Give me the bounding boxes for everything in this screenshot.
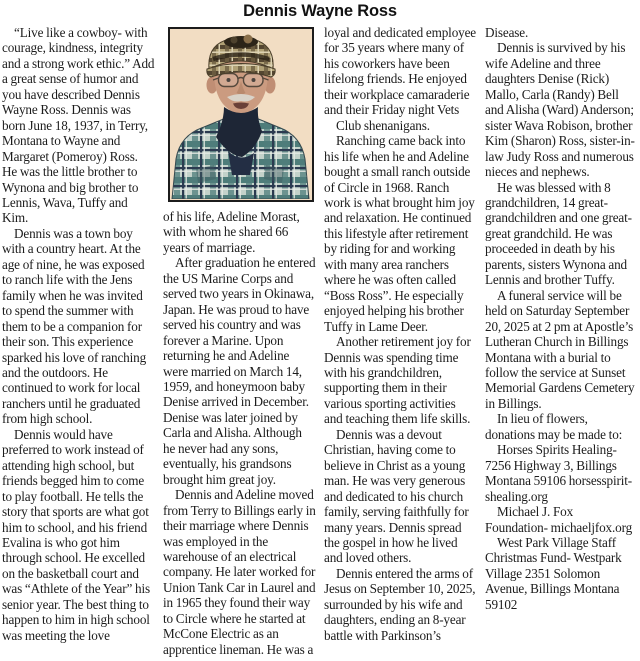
- paragraph: Dennis would have preferred to work instead of attending high school, but friends begged him to come to play football. He tells the story that sports are what got him to school, and his friend Evalina is who got him through school. He excelled on the basketball court and was “Athlete of the Year” his senior year. The best thing to happen to him in high school was meeting the love: [2, 426, 150, 643]
- obituary-column-1: [2, 25, 155, 643]
- obituary-column-3: [324, 25, 477, 643]
- paragraph: West Park Village Staff Christmas Fund- Westpark Village 2351 Solomon Avenue, Billings Montana 59102: [485, 534, 622, 612]
- paragraph: In lieu of flowers, donations may be made to:: [485, 411, 623, 442]
- paragraph: Disease.: [485, 25, 529, 40]
- paragraph: Dennis entered the arms of Jesus on September 10, 2025, surrounded by his wife and daughters, ending an 8-year battle with Parkinson’s: [324, 565, 476, 643]
- paragraph: Club shenanigans.: [336, 117, 430, 133]
- obituary-column-4: [485, 25, 638, 612]
- paragraph: Another retirement joy for Dennis was spending time with his grandchildren, supporting them in their various sporting activities and teaching them life skills.: [324, 334, 471, 427]
- paragraph: After graduation he entered the US Marine Corps and served two years in Okinawa, Japan. He was proud to have served his country and was forever a Marine. Upon returning he and Adeline were married on March 14, 1959, and honeymoon baby Denise arrived in December. Denise was later joined by Carla and Alisha. Although he never had any sons, eventually, his grandsons brought him great joy.: [163, 255, 316, 487]
- paragraph: Dennis was a town boy with a country heart. At the age of nine, he was exposed to ranch life with the Jens family when he was invited to spend the summer with them to be a companion for their son. This experience sparked his love of ranching and the outdoors. He continued to work for local ranchers until he graduated from high school.: [2, 225, 147, 427]
- paragraph: Dennis and Adeline moved from Terry to Billings early in their marriage where Dennis was employed in the warehouse of an electrical company. He later worked for Union Tank Car in Laurel and in 1965 they found their way to Circle where he started at McCone Electric as an apprentice lineman. He was a: [163, 487, 316, 657]
- portrait-photo: [168, 27, 314, 202]
- paragraph: of his life, Adeline Morast, with whom he shared 66 years of marriage.: [163, 209, 300, 255]
- obituary-column-2: [163, 25, 316, 657]
- paragraph: Ranching came back into his life when he and Adeline bought a small ranch outside of Circle in 1968. Ranch work is what brought him joy and relaxation. He continued this lifestyle after retirement by riding for and working with many area ranchers where he was often called “Boss Ross”. He especially enjoyed helping his brother Tuffy in Lame Deer.: [324, 133, 475, 334]
- columns-container: [0, 25, 640, 657]
- column-2-text: [163, 209, 316, 657]
- paragraph: “Live like a cowboy- with courage, kindness, integrity and a strong work ethic.” Add a great sense of humor and you have described Dennis Wayne Ross. Dennis was born June 18, 1937, in Terry, Montana to Wayne and Margaret (Pomeroy) Ross. He was the little brother to Wynona and big brother to Lennis, Wava, Tuffy and Kim.: [2, 25, 155, 226]
- paragraph: Dennis was a devout Christian, having come to believe in Christ as a young man. He was very generous and dedicated to his church family, serving faithfully for many years. Dennis spread the gospel in how he lived and loved others.: [324, 426, 469, 566]
- paragraph: Michael J. Fox Foundation- michaeljfox.org: [485, 504, 633, 535]
- paragraph: loyal and dedicated employee for 35 years where many of his coworkers have been lifelong friends. He enjoyed their workplace camaraderie and their Friday night Vets: [324, 25, 476, 118]
- paragraph: He was blessed with 8 grandchildren, 14 great-grandchildren and one great-great grandchild. He was proceeded in death by his parents, sisters Wynona and Lennis and brother Tuffy.: [485, 179, 632, 288]
- paragraph: Dennis is survived by his wife Adeline and three daughters Denise (Rick) Mallo, Carla (Randy) Bell and Alisha (Ward) Anderson; sister Wava Robison, brother Kim (Sharon) Ross, sister-in-law Judy Ross and numerous nieces and nephews.: [485, 40, 635, 180]
- portrait-illustration: [170, 29, 311, 199]
- paragraph: A funeral service will be held on Saturday September 20, 2025 at 2 pm at Apostle’s Lutheran Church in Billings Montana with a burial to follow the service at Sunset Memorial Gardens Cemetery in Billings.: [485, 287, 635, 411]
- page-title: Dennis Wayne Ross: [243, 2, 397, 20]
- paragraph: Horses Spirits Healing- 7256 Highway 3, Billings Montana 59106 horsesspiritshealing.org: [485, 442, 633, 504]
